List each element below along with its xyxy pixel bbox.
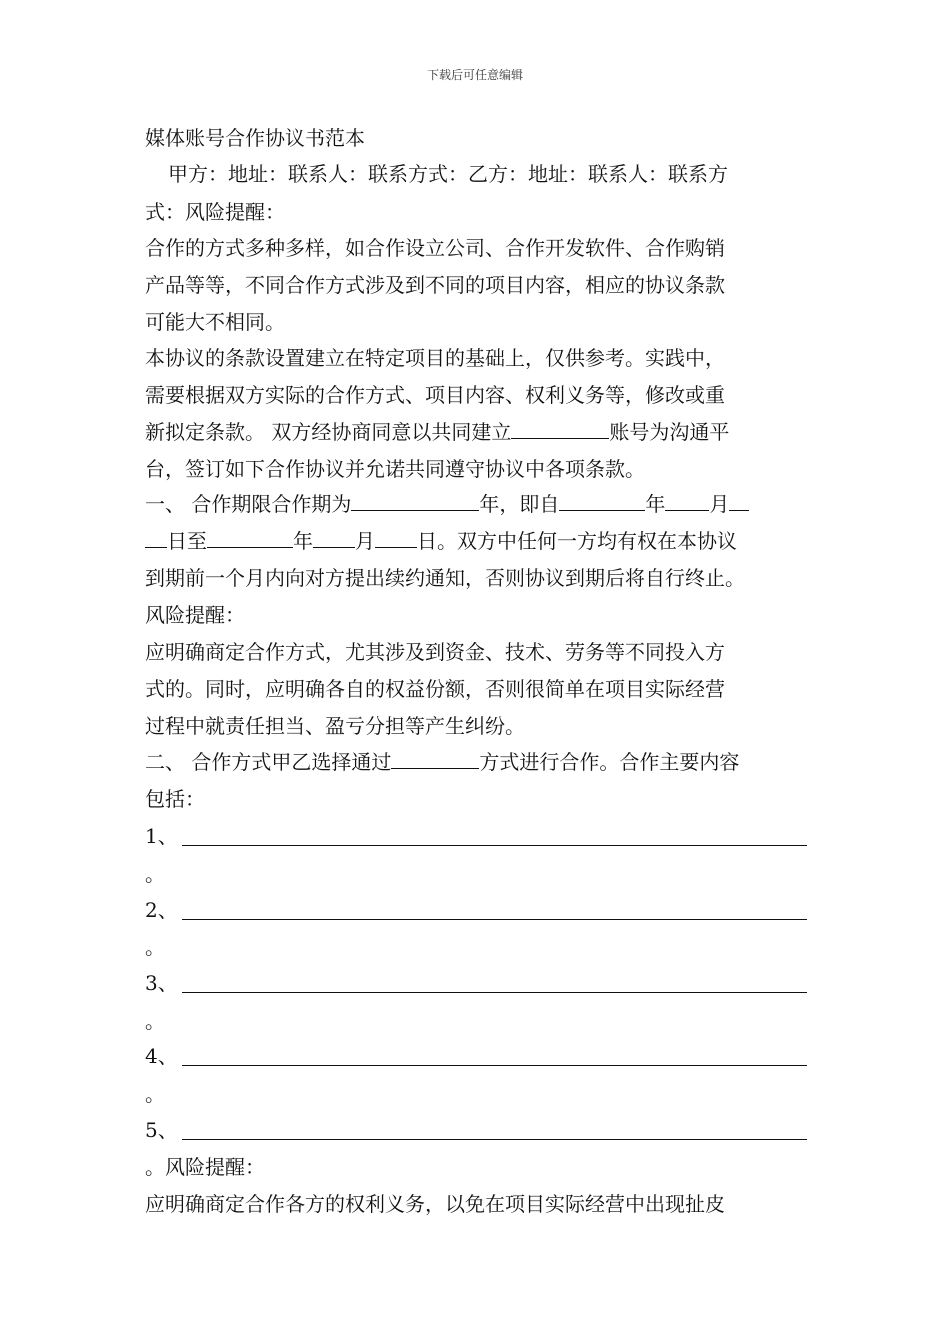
term-text-g: 月 (355, 529, 375, 553)
parties-line-1: 甲方：地址：联系人：联系方式：乙方：地址：联系人：联系方 (168, 162, 728, 186)
term-text-f: 年 (293, 529, 313, 553)
risk1-line-2: 产品等等，不同合作方式涉及到不同的项目内容，相应的协议条款 (145, 273, 725, 297)
note-line-1: 本协议的条款设置建立在特定项目的基础上，仅供参考。实践中， (145, 346, 725, 370)
item-3-period: 。 (145, 1009, 165, 1033)
item-1-blank (182, 845, 807, 846)
item-2-blank (182, 919, 807, 920)
term-line-2 (145, 531, 737, 551)
item-1-period: 。 (145, 862, 165, 886)
account-blank (511, 437, 609, 439)
risk2-line-1: 应明确商定合作方式，尤其涉及到资金、技术、劳务等不同投入方 (145, 640, 725, 664)
term-line-3: 到期前一个月内向对方提出续约通知，否则协议到期后将自行终止。 (145, 566, 745, 590)
risk2-line-3: 过程中就责任担当、盈亏分担等产生纠纷。 (145, 714, 525, 738)
method-line-2: 包括： (145, 787, 205, 811)
term-length-blank (351, 509, 479, 511)
risk2-line-2: 式的。同时，应明确各自的权益份额，否则很简单在项目实际经营 (145, 677, 725, 701)
document-title: 媒体账号合作协议书范本 (145, 126, 365, 150)
agreement-text-a: 新拟定条款。 双方经协商同意以共同建立 (145, 420, 512, 444)
start-year-blank (559, 509, 645, 511)
note-line-2: 需要根据双方实际的合作方式、项目内容、权利义务等，修改或重 (145, 383, 725, 407)
item-4-period: 。 (145, 1082, 165, 1106)
agreement-line-2: 台，签订如下合作协议并允诺共同遵守协议中各项条款。 (145, 457, 645, 481)
risk1-line-1: 合作的方式多种多样，如合作设立公司、合作开发软件、合作购销 (145, 236, 725, 260)
end-month-blank (313, 546, 355, 548)
term-text-c: 年 (645, 492, 666, 516)
agreement-text-b: 账号为沟通平 (609, 420, 730, 444)
term-line-1 (145, 494, 749, 514)
term-text-d: 月 (709, 492, 730, 516)
end-day-blank (375, 546, 417, 548)
start-day-blank-a (729, 509, 749, 511)
item-2-number: 2、 (145, 898, 178, 922)
term-text-a: 一、 合作期限合作期为 (145, 492, 352, 516)
term-text-h: 日。双方中任何一方均有权在本协议 (417, 529, 737, 553)
start-month-blank (665, 509, 709, 511)
end-year-blank (207, 546, 293, 548)
risk2-label: 风险提醒： (145, 603, 245, 627)
last-line: 应明确商定合作各方的权利义务，以免在项目实际经营中出现扯皮 (145, 1192, 725, 1216)
item-2-period: 。 (145, 935, 165, 959)
page-header: 下载后可任意编辑 (426, 68, 523, 82)
item-4-number: 4、 (145, 1044, 178, 1068)
item-1-number: 1、 (145, 824, 178, 848)
method-blank (391, 767, 479, 769)
item-5-blank (182, 1139, 807, 1140)
method-text-a: 二、 合作方式甲乙选择通过 (145, 750, 392, 774)
method-text-b: 方式进行合作。合作主要内容 (479, 750, 740, 774)
term-text-e: 日至 (167, 529, 207, 553)
item-3-blank (182, 992, 807, 993)
term-text-b: 年，即自 (479, 492, 560, 516)
item-4-blank (182, 1065, 807, 1066)
risk1-line-3: 可能大不相同。 (145, 310, 285, 334)
method-line-1 (145, 752, 739, 772)
item-5-tail: 。风险提醒： (145, 1155, 265, 1179)
item-5-number: 5、 (145, 1118, 178, 1142)
start-day-blank-b (145, 546, 167, 548)
item-3-number: 3、 (145, 971, 178, 995)
parties-line-2: 式：风险提醒： (145, 200, 285, 224)
agreement-line-1 (145, 422, 729, 442)
